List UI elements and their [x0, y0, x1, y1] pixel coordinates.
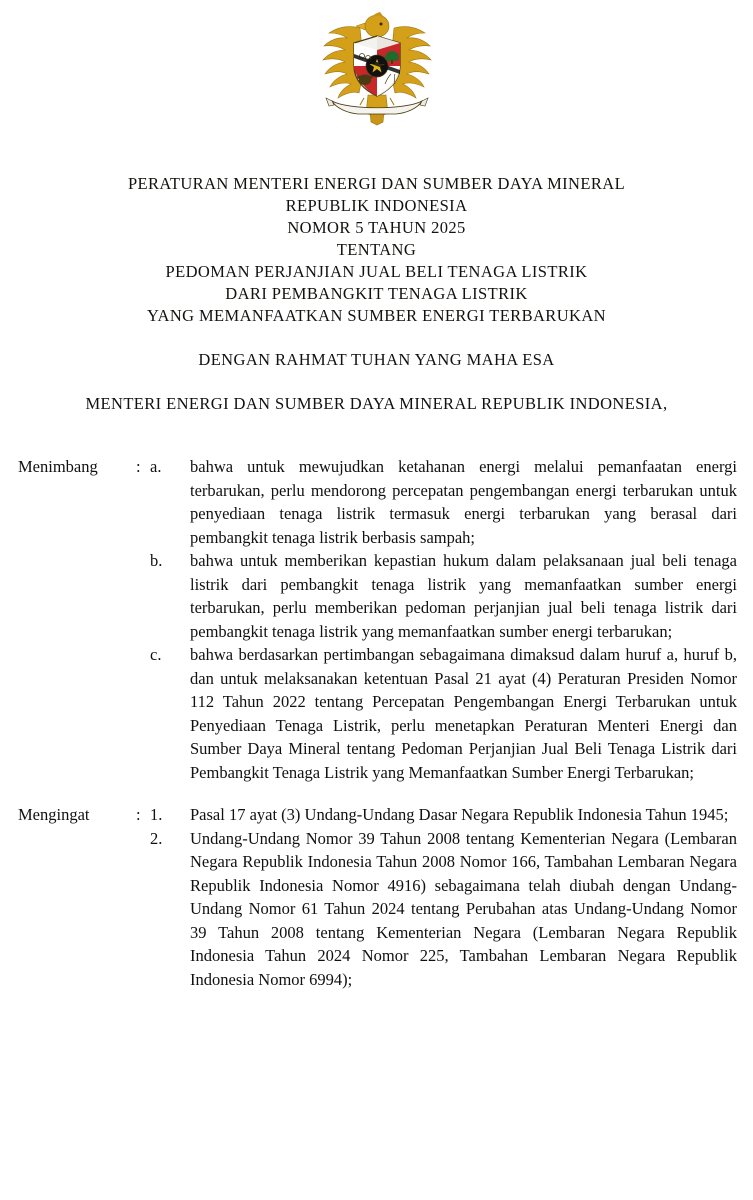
clause-colon: :	[136, 805, 141, 824]
clause-menimbang-a	[18, 455, 739, 549]
clause-enum: b.	[150, 551, 163, 570]
title-line-1: PERATURAN MENTERI ENERGI DAN SUMBER DAYA MINERAL	[127, 174, 626, 193]
clause-text: bahwa untuk memberikan kepastian hukum dalam pelaksanaan jual beli tenaga listrik dari pembangkit tenaga listrik yang memanfaatkan sumber energi terbarukan, perlu memberikan pedoman perjanjian jual beli tenaga listrik dari pembangkit tenaga listrik yang memanfaatkan sumber energi terbarukan;	[190, 551, 737, 641]
garuda-pancasila-emblem	[312, 10, 442, 128]
title-line-5: PEDOMAN PERJANJIAN JUAL BELI TENAGA LISTRIK	[165, 262, 588, 281]
clause-menimbang-b	[18, 549, 739, 643]
blessing-line: DENGAN RAHMAT TUHAN YANG MAHA ESA	[198, 350, 555, 369]
title-line-7: YANG MEMANFAATKAN SUMBER ENERGI TERBARUKAN	[147, 306, 606, 325]
preamble-sections	[0, 455, 753, 991]
clause-text: bahwa untuk mewujudkan ketahanan energi melalui pemanfaatan energi terbarukan, perlu mendorong percepatan pengembangan energi terbarukan untuk penyediaan tenaga listrik termasuk energi terbarukan yang berasal dari pembangkit tenaga listrik berbasis sampah;	[190, 457, 737, 547]
clause-mengingat-1	[18, 803, 739, 827]
title-line-6: DARI PEMBANGKIT TENAGA LISTRIK	[225, 284, 528, 303]
title-line-4: TENTANG	[336, 240, 417, 259]
clause-enum: 1.	[150, 805, 163, 824]
title-line-2: REPUBLIK INDONESIA	[285, 196, 468, 215]
clause-mengingat-2	[18, 827, 739, 992]
section-label-mengingat: Mengingat	[18, 805, 90, 824]
emblem-container	[0, 0, 753, 125]
clause-menimbang-c	[18, 643, 739, 784]
section-spacer	[18, 784, 739, 803]
clause-text: bahwa berdasarkan pertimbangan sebagaimana dimaksud dalam huruf a, huruf b, dan untuk melaksanakan ketentuan Pasal 21 ayat (4) Peraturan Presiden Nomor 112 Tahun 2022 tentang Percepatan Pengembangan Energi Terbarukan untuk Penyediaan Tenaga Listrik, perlu menetapkan Peraturan Menteri Energi dan Sumber Daya Mineral tentang Pedoman Perjanjian Jual Beli Tenaga Listrik dari Pembangkit Tenaga Listrik yang Memanfaatkan Sumber Energi Terbarukan;	[190, 645, 737, 782]
clause-text: Undang-Undang Nomor 39 Tahun 2008 tentang Kementerian Negara (Lembaran Negara Republik Indonesia Tahun 2008 Nomor 166, Tambahan Lembaran Negara Republik Indonesia Nomor 4916) sebagaimana telah diubah dengan Undang-Undang Nomor 61 Tahun 2024 tentang Perubahan atas Undang-Undang Nomor 39 Tahun 2008 tentang Kementerian Negara (Lembaran Negara Republik Indonesia Tahun 2024 Nomor 225, Tambahan Lembaran Negara Republik Indonesia Nomor 6994);	[190, 828, 737, 989]
title-line-3: NOMOR 5 TAHUN 2025	[287, 218, 466, 237]
minister-line: MENTERI ENERGI DAN SUMBER DAYA MINERAL REPUBLIK INDONESIA,	[85, 394, 668, 413]
section-label-menimbang: Menimbang	[18, 457, 98, 476]
clause-enum: a.	[150, 457, 162, 476]
clause-text: Pasal 17 ayat (3) Undang-Undang Dasar Negara Republik Indonesia Tahun 1945;	[190, 805, 729, 824]
clause-colon: :	[136, 457, 141, 476]
document-title-block	[0, 173, 753, 415]
clause-enum: c.	[150, 645, 162, 664]
clause-enum: 2.	[150, 828, 163, 848]
